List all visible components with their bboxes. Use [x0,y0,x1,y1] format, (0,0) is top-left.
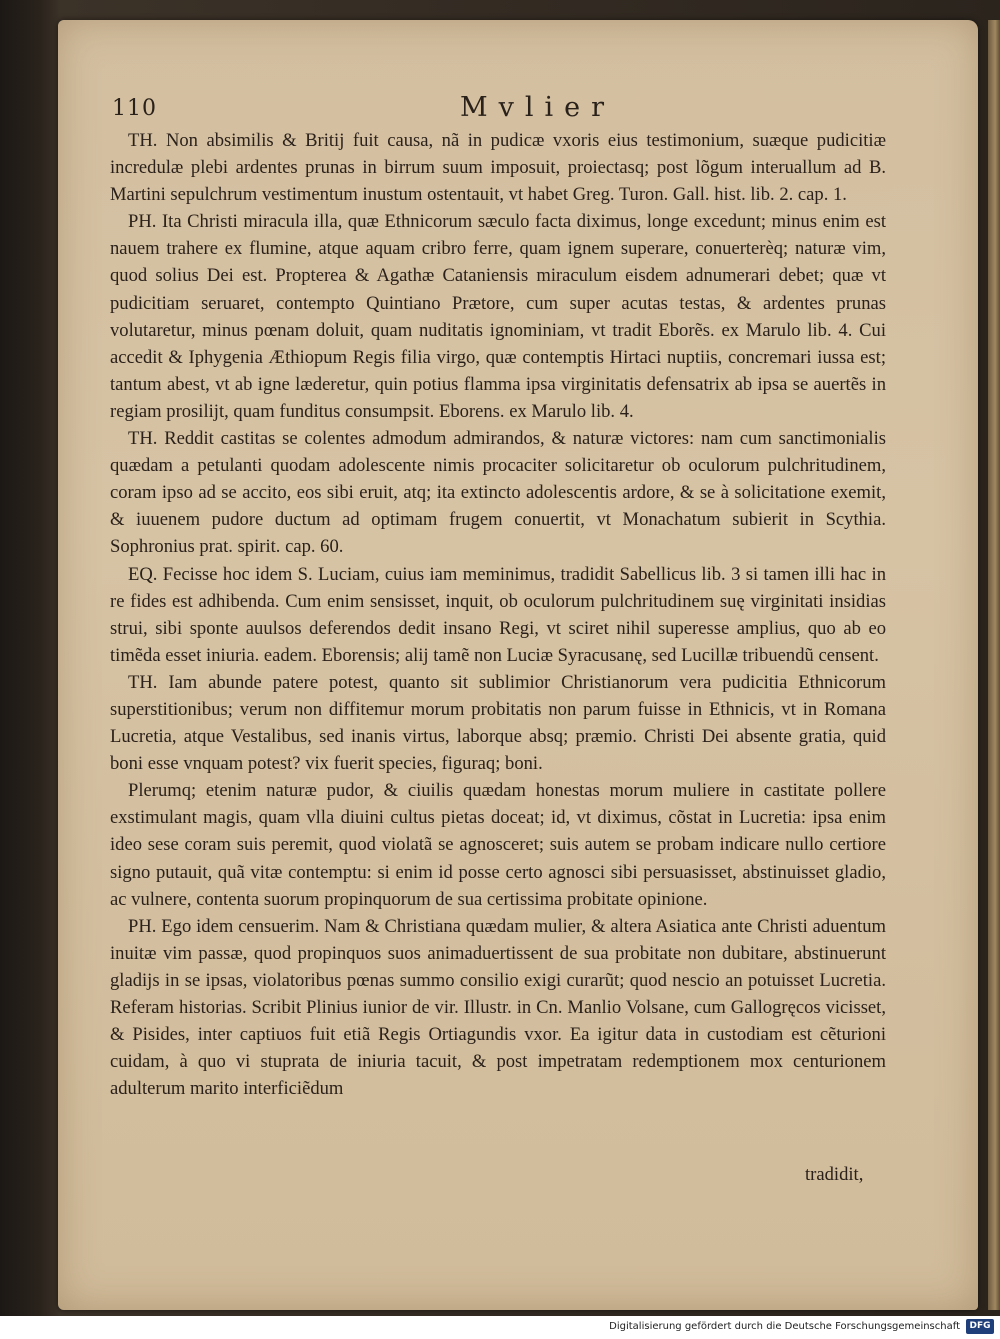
paragraph: TH. Iam abunde patere potest, quanto sit sublimior Christianorum vera pudicitia Ethnicorum superstitionibus; verum non diffitemur morum probitatis non parum fuisse in Ethnicis, vt in Romana Lucretia, atque Vestalibus, sed inanis virtus, laborque absq; præmio. Christi Dei absente gratia, quid boni esse vnquam potest? vix fuerit species, figuraq; boni. [110,671,886,775]
page-edge [988,20,1000,1310]
paragraph: TH. Reddit castitas se colentes admodum admirandos, & naturæ victores: nam cum sanctimonialis quædam a petulanti quodam adolescente nimis procaciter solicitaretur ob oculorum pulchritudinem, coram ipso ad se accito, eos sibi eruit, atq; ita extincto adolescentis ardore, & se à solicitatione exemit, & iuuenem pudore ductum ad optimam frugem conuertit, vt Monachatum subierit in Scythia. Sophronius prat. spirit. cap. 60. [110,428,886,558]
catchword: tradidit, [805,1164,864,1185]
page-number: 110 [112,96,157,121]
dfg-logo-icon: DFG [966,1319,994,1334]
paragraph: EQ. Fecisse hoc idem S. Luciam, cuius iam meminimus, tradidit Sabellicus lib. 3 si tamen illi hac in re fides est adhibenda. Cum enim sensisset, inquit, ob oculorum pulchritudinem suę virginitati insidias strui, sibi sponte auulsos deferendos dedit insano Regi, vt sciret nihil superesse amplius, quo ab eo timẽda esset iniuria. eadem. Eborensis; alij tamẽ non Luciæ Syracusanę, sed Lucillæ tribuendũ censent. [110,563,886,666]
body-text [110,127,886,1102]
paragraph: PH. Ego idem censuerim. Nam & Christiana quædam mulier, & altera Asiatica ante Christi aduentum inuitæ vim passæ, quod propinquos suos animaduertissent de sua probitate non dubitare, abstinuerunt gladijs in se ipsas, violatoribus pœnas summo consilio exigi curarũt; quod nescio an potuisset Lucretia. Referam historias. Scribit Plinius iunior de vir. Illustr. in Cn. Manlio Volsane, cum Gallogręcos vicisset, & Pisides, inter captiuos fuit etiã Regis Ortiagundis vxor. Ea igitur data in custodiam est cẽturioni cuidam, à quo vi stuprata de iniuria tacuit, & post impetratam redemptionem mox centurionem adulterum marito interficiẽdum [110,915,886,1100]
paragraph: PH. Ita Christi miracula illa, quæ Ethnicorum sæculo facta diximus, longe excedunt; minus enim est nauem trahere ex flumine, atque aquam cribro ferre, quam ignem superare, conuerterèq; naturæ vim, quod solius Dei est. Propterea & Agathæ Cataniensis miraculum eisdem adnumerari debet; quæ vt pudicitiam seruaret, contempto Quintiano Prætore, cum super acutas testas, & ardentes prunas volutaretur, minus pœnam doluit, quam nuditatis ignominiam, vt tradit Eborẽs. ex Marulo lib. 4. Cui accedit & Iphygenia Æthiopum Regis filia virgo, quæ contemptis Hirtaci nuptiis, concremari iussa est; tantum abest, vt ab igne læderetur, quin potius flamma ipsa virginitatis defensatrix ab ipsa se auertẽs in regiam prosilijt, quam funditus consumpsit. Eborens. ex Marulo lib. 4. [110,211,886,422]
footer-bar [0,1316,1000,1339]
paragraph: Plerumq; etenim naturæ pudor, & ciuilis quædam honestas morum muliere in castitate pollere exstimulant magis, quam vlla diuini cultus pietas doceat; id, vt diximus, cõstat in Lucretia: ipsa enim ideo sese coram suis peremit, quod violatã se agnosceret; suis autem se probam indicare nullo certiore signo putauit, quã vitæ contemptu: si enim id posse certo agnosci sibi persuasisset, abstinuisset gladio, ac vulnere, contenta suorum propinquorum de sua certissima probitate opinione. [110,780,886,910]
funding-notice: Digitalisierung gefördert durch die Deutsche Forschungsgemeinschaft [609,1321,960,1332]
paragraph: TH. Non absimilis & Britij fuit causa, nã in pudicæ vxoris eius testimonium, suæque pudicitiæ incredulæ plebi ardentes prunas in birrum suum imposuit, proiectasq; post lõgum interuallum ad B. Martini sepulchrum vestimentum inustum ostentauit, vt habet Greg. Turon. Gall. hist. lib. 2. cap. 1. [110,130,886,206]
running-head [112,92,892,128]
running-head-title: Mvlier [460,92,616,123]
